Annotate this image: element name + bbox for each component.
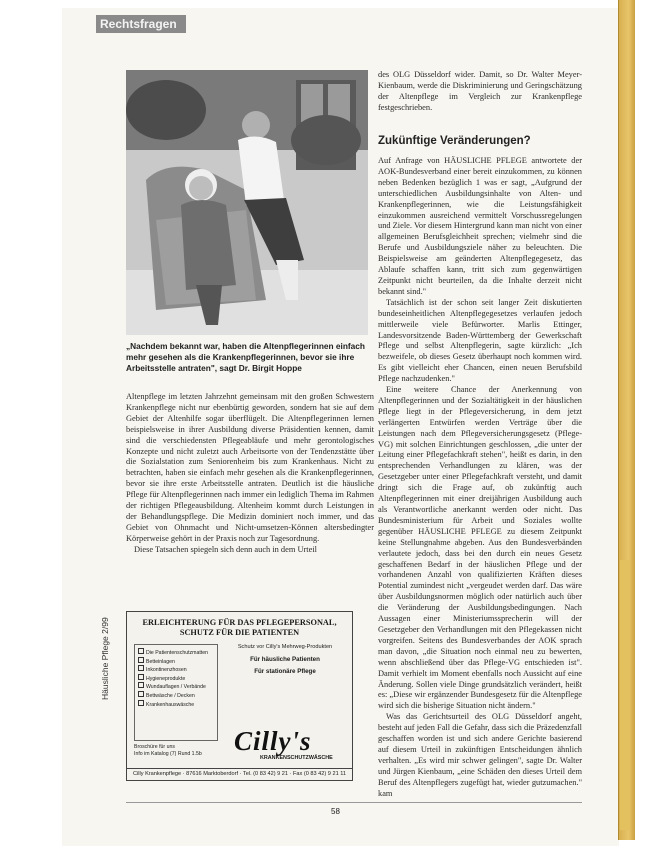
- article-column-right-top: [378, 70, 582, 114]
- photo-caregiver-elderly-woman: [126, 70, 368, 335]
- ad-info-line: Schutz vor Cilly's Mehrweg-Produkten: [237, 644, 333, 650]
- checkbox-icon: [138, 700, 144, 706]
- ad-contact-footer: Cilly Krankenpflege · 87616 Marktoberdorf · Tel. (0 83 42) 9 21 · Fax (0 83 42) 9 21 11: [127, 768, 352, 780]
- article-column-left: [126, 392, 374, 556]
- checkbox-icon: [138, 665, 144, 671]
- paragraph: Altenpflege im letzten Jahrzehnt gemeinsam mit den großen Schwestern Krankenpflege nicht nur ebenbürtig geworden, sondern hat sie auf dem Gebiet der Altenhilfe sogar überflügelt. Die Altenpflegerinnen lernen beispielsweise in ihrer Ausbildung diverse Präsidentien kennen, damit sind die verschiedensten Pflegeabläufe und mehr gerontologisches Konzepte und nicht zuletzt auch Arbeitsorte von der Tendenzstätte über die Sozialstation zum Seniorenheim bis zum Krankenhaus. Nicht zu betrachten, haben sie einfach mehr gesehen als die Krankenpflegerinnen, bevor sie ihre erste Arbeitsstelle antraten. Deutlich ist die häusliche Pflege für Altenpflegerinnen nach immer ein lediglich Thema im Rahmen der richtigen Pflegeausbildung. Altenheim kommt durch Leistungen in der Behandlungspflege. Die Medizin dominiert noch immer, und das Gebiet von Ohnmacht und Nicht-umsetzen-Können altersbedingter Körperweise gehört in der Praxis noch zur Tagesordnung.: [126, 392, 374, 543]
- article-column-right-body: [378, 156, 582, 799]
- ad-checklist-item: Inkontinenzhosen: [138, 665, 214, 674]
- paragraph: Eine weitere Chance der Anerkennung von Altenpflegerinnen und der Sozialtätigkeit in der häuslichen Pflege liegt in der Pflegeversicherung, in dem jetzt verlängerten Entwürfen werden Verträge über die Leistungen nach dem Pflegeversicherungsgesetz (Pflege-VG) mit solchen Einrichtungen geschlossen, „die unter der Leitung einer Pflegefachkraft stehen", heißt es darin, in den entsprechenden Verhandlungen zu klären, was der Gesetzgeber unter einer Pflegefachkraft versteht, und damit dringt sich die Frage auf, ob zukünftig auch Altenpflegerinnen mit einer dreijährigen Ausbildung auch als Verantwortliche anerkannt werden oder nicht. Das Bundesministerium für Arbeit und Soziales wollte gegenüber HÄUSLICHE PFLEGE zu diesem Zeitpunkt keine Stellungnahme abgeben. Aus den Bundesverbänden verlautete jedoch, dass bei den durch ein neues Gesetz geschaffenen Bedarf in der häuslichen Pflege und der vorhandenen Anzahl von qualifizierten Kräften dieses Potential zumindest nicht „vergeudet werden darf. Das wäre über Ausbildungsnormen möglich oder natürlich auch über die Veränderung der Ausbildungsbedingungen. Nach Aussagen einer Ministeriumssprecherin will der Gesetzgeber den Verhandlungen mit den Pflegekassen nicht vorgreifen. Seitens des Bundesverbandes der AOK sprach man davon, „die Situation noch einmal neu zu bewerten, wenn abschließend über das Pflege-VG entschieden ist". Damit verhielt im Moment ebenfalls noch Aussicht auf eine Änderung. Sollen viele Dinge grundsätzlich verändert, heißt es: „Diese wir ergänzender Bundesgesetz für die Altenpflege wird sich die bisherige Situation nicht ändern.": [378, 385, 582, 711]
- checkbox-icon: [138, 657, 144, 663]
- paragraph: Tatsächlich ist der schon seit langer Zeit diskutierten bundeseinheitlichen Altenpflegegesetzes verlaufen jedoch mittlerweile viele Befürworter. Marlis Ettinger, Landesvorsitzende Baden-Württemberg der Gewerkschaft Pflege und selbst Altenpflegerin, sagte kürzlich: „Ich bezweifele, ob dieses Gesetz überhaupt noch kommen wird. Es gibt vielleicht eher Chancen, einen neuen Berufsbild Pflege nachzudenken.": [378, 297, 582, 384]
- ad-order-info: [134, 744, 218, 757]
- advertisement: [126, 611, 353, 781]
- ad-info-line: Für stationäre Pflege: [254, 668, 316, 675]
- section-subhead: Zukünftige Veränderungen?: [378, 135, 531, 147]
- ad-checklist-item: Die Patientenschutzmatten: [138, 648, 214, 657]
- binder-tab: [620, 560, 630, 830]
- paragraph: des OLG Düsseldorf wider. Damit, so Dr. Walter Meyer-Kienbaum, werde die Diskriminierung und Geringschätzung der Altenpflege im Vergleich zur Krankenpflege festgeschrieben.: [378, 70, 582, 112]
- photo-illustration: [126, 70, 368, 335]
- ad-checklist-item: Betteinlagen: [138, 657, 214, 666]
- ad-order-line: Info im Katalog (7) Rund 1.5b: [134, 750, 202, 757]
- ad-title: ERLEICHTERUNG FÜR DAS PFLEGEPERSONAL, SCHUTZ FÜR DIE PATIENTEN: [142, 618, 337, 637]
- checkbox-icon: [138, 648, 144, 654]
- page-number: 58: [331, 807, 340, 816]
- ad-info-line: Für häusliche Patienten: [250, 656, 320, 663]
- checkbox-icon: [138, 682, 144, 688]
- ad-brand-logo: Cilly's: [234, 726, 312, 756]
- ad-order-line: Broschüre für uns: [134, 744, 175, 750]
- ad-checklist-item: Bettwäsche / Decken: [138, 691, 214, 700]
- ad-info-lines: [224, 644, 346, 680]
- checkbox-icon: [138, 674, 144, 680]
- ad-checklist: [134, 644, 218, 741]
- ad-brand-subtitle: KRANKENSCHUTZWÄSCHE: [260, 755, 333, 761]
- ad-checklist-item: Krankenhauswäsche: [138, 700, 214, 709]
- paragraph: Diese Tatsachen spiegeln sich denn auch in dem Urteil: [134, 544, 317, 554]
- journal-issue-label: Häusliche Pflege 2/99: [100, 617, 110, 700]
- photo-caption: „Nachdem bekannt war, haben die Altenpflegerinnen einfach mehr gesehen als die Krankenpflegerinnen, bevor sie ihre Arbeitsstelle antraten", sagt Dr. Birgit Hoppe: [126, 341, 365, 373]
- section-label: Rechtsfragen: [96, 15, 186, 33]
- paragraph: Was das Gerichtsurteil des OLG Düsseldorf angeht, besteht auf jeden Fall die Gefahr, dass sich die Präzedenzfall geschaffen worden ist und sich andere Gerichte basierend auf diesem Urteil in zukünftigen Entscheidungen ähnlich verhalten. „Es wird mir schwer gelingen", sagte Dr. Walter und Jürgen Kienbaum, „eine Schäden den dieses Urteil dem Beruf des Altenpflegers zugefügt hat, wieder gutzumachen." kam: [378, 712, 582, 798]
- footer-divider: [126, 802, 582, 803]
- ad-checklist-item: Hygieneprodukte: [138, 674, 214, 683]
- checkbox-icon: [138, 691, 144, 697]
- paragraph: Auf Anfrage von HÄUSLICHE PFLEGE antwortete der AOK-Bundesverband einer bereit einzukommen, zu können neben Bedenken bezüglich 1 was er sagt, „Aufgrund der unterschiedlichen Ausbildungsinhalte von Alten- und Krankenpflegerinnen, wie die Leistungsfähigkeit einzukommen ausreichend vermittelt Vorschussregelungen und Ziele. Vor diesem Hintergrund kann man nicht von einer allgemeinen Berufsgleichheit sprechen; vielmehr sind die Berufe und Ausbildungsziele näher zu beleuchten. Die Beispielsweise am geänderten Altenpflegegesetz, das Ablaufe schaffen kann, tritt sich zum gegenwärtigen Zeitpunkt nicht beurteilen, da die Inhalte derzeit nicht bekannt sind.": [378, 156, 582, 296]
- ad-checklist-item: Wundauflagen / Verbände: [138, 682, 214, 691]
